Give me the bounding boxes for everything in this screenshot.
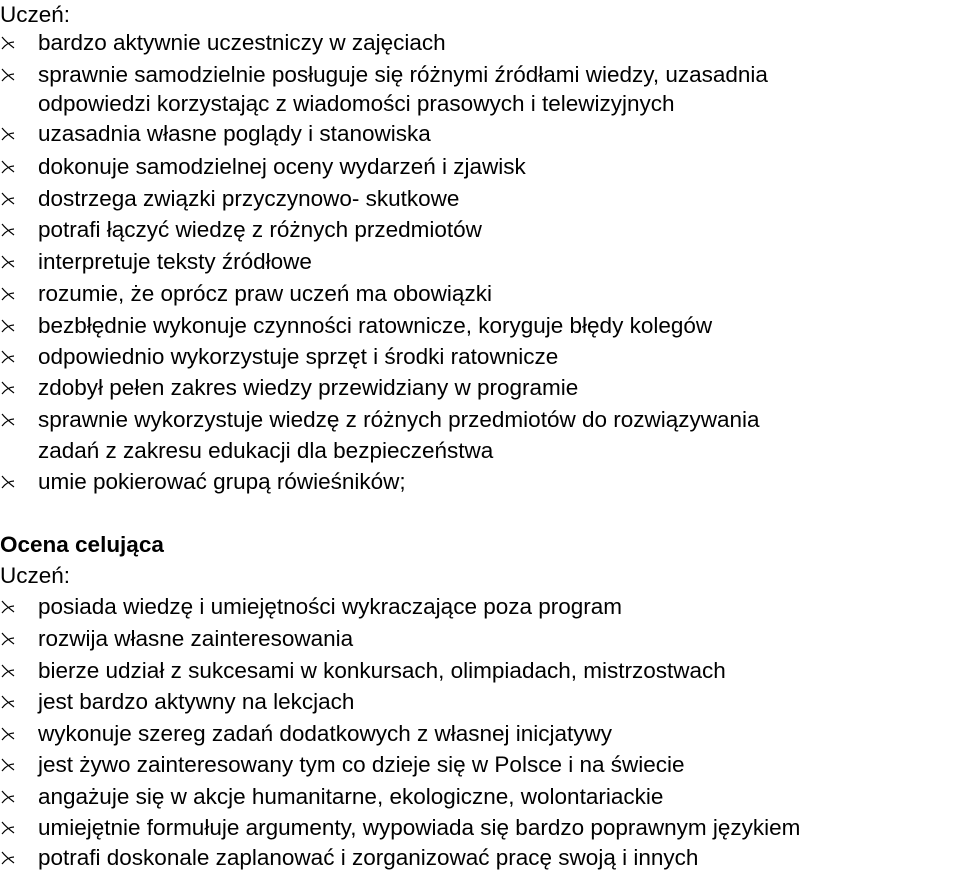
list-item-text: jest bardzo aktywny na lekcjach bbox=[38, 689, 355, 714]
list-item-text: wykonuje szereg zadań dodatkowych z własnej inicjatywy bbox=[38, 721, 613, 746]
bullet-icon bbox=[0, 467, 20, 497]
bullet-icon bbox=[0, 813, 20, 843]
list-item-text: bardzo aktywnie uczestniczy w zajęciach bbox=[38, 30, 446, 55]
list-item-text: jest żywo zainteresowany tym co dzieje się w Polsce i na świecie bbox=[38, 752, 685, 777]
bullet-icon bbox=[0, 279, 20, 309]
list-item-text: sprawnie samodzielnie posługuje się różnymi źródłami wiedzy, uzasadnia bbox=[38, 62, 768, 87]
section1-label bbox=[0, 0, 70, 30]
student-label: Uczeń: bbox=[0, 2, 71, 27]
list-item-text: sprawnie wykorzystuje wiedzę z różnych przedmiotów do rozwiązywania bbox=[38, 407, 760, 432]
student-label: Uczeń: bbox=[0, 563, 71, 588]
grade-heading: Ocena celująca bbox=[0, 532, 164, 557]
list-item-text: umiejętnie formułuje argumenty, wypowiada się bardzo poprawnym językiem bbox=[38, 815, 801, 840]
bullet-icon bbox=[0, 119, 20, 149]
bullet-icon bbox=[0, 60, 20, 90]
list-item-text: odpowiednio wykorzystuje sprzęt i środki ratownicze bbox=[38, 344, 559, 369]
list-item-text: rozumie, że oprócz praw uczeń ma obowiązki bbox=[38, 281, 492, 306]
bullet-icon bbox=[0, 247, 20, 277]
list-item-text-continuation: zadań z zakresu edukacji dla bezpieczeństwa bbox=[38, 438, 494, 463]
list-item-text: rozwija własne zainteresowania bbox=[38, 626, 354, 651]
list-item-text: dostrzega związki przyczynowo- skutkowe bbox=[38, 186, 460, 211]
bullet-icon bbox=[0, 687, 20, 717]
bullet-icon bbox=[0, 311, 20, 341]
bullet-icon bbox=[0, 373, 20, 403]
bullet-icon bbox=[0, 624, 20, 654]
bullet-icon bbox=[0, 28, 20, 58]
section2-label bbox=[0, 561, 70, 591]
list-item-text: bierze udział z sukcesami w konkursach, olimpiadach, mistrzostwach bbox=[38, 658, 726, 683]
bullet-icon bbox=[0, 342, 20, 372]
list-item-text: posiada wiedzę i umiejętności wykraczające poza program bbox=[38, 594, 623, 619]
section2-heading bbox=[0, 530, 164, 560]
bullet-icon bbox=[0, 750, 20, 780]
bullet-icon bbox=[0, 656, 20, 686]
bullet-icon bbox=[0, 215, 20, 245]
list-item-text: interpretuje teksty źródłowe bbox=[38, 249, 312, 274]
bullet-icon bbox=[0, 843, 20, 873]
list-item-text: uzasadnia własne poglądy i stanowiska bbox=[38, 121, 431, 146]
list-item-text: bezbłędnie wykonuje czynności ratownicze, koryguje błędy kolegów bbox=[38, 313, 713, 338]
list-item-text-continuation: odpowiedzi korzystając z wiadomości prasowych i telewizyjnych bbox=[38, 91, 675, 116]
bullet-icon bbox=[0, 152, 20, 182]
list-item-text: dokonuje samodzielnej oceny wydarzeń i zjawisk bbox=[38, 154, 526, 179]
list-item-text: potrafi łączyć wiedzę z różnych przedmiotów bbox=[38, 217, 482, 242]
bullet-icon bbox=[0, 719, 20, 749]
bullet-icon bbox=[0, 184, 20, 214]
bullet-icon bbox=[0, 782, 20, 812]
bullet-icon bbox=[0, 592, 20, 622]
list-item-text: zdobył pełen zakres wiedzy przewidziany w programie bbox=[38, 375, 579, 400]
list-item-text: angażuje się w akcje humanitarne, ekologiczne, wolontariackie bbox=[38, 784, 664, 809]
list-item-text: umie pokierować grupą rówieśników; bbox=[38, 469, 406, 494]
list-item-text: potrafi doskonale zaplanować i zorganizować pracę swoją i innych bbox=[38, 845, 699, 870]
bullet-icon bbox=[0, 405, 20, 435]
